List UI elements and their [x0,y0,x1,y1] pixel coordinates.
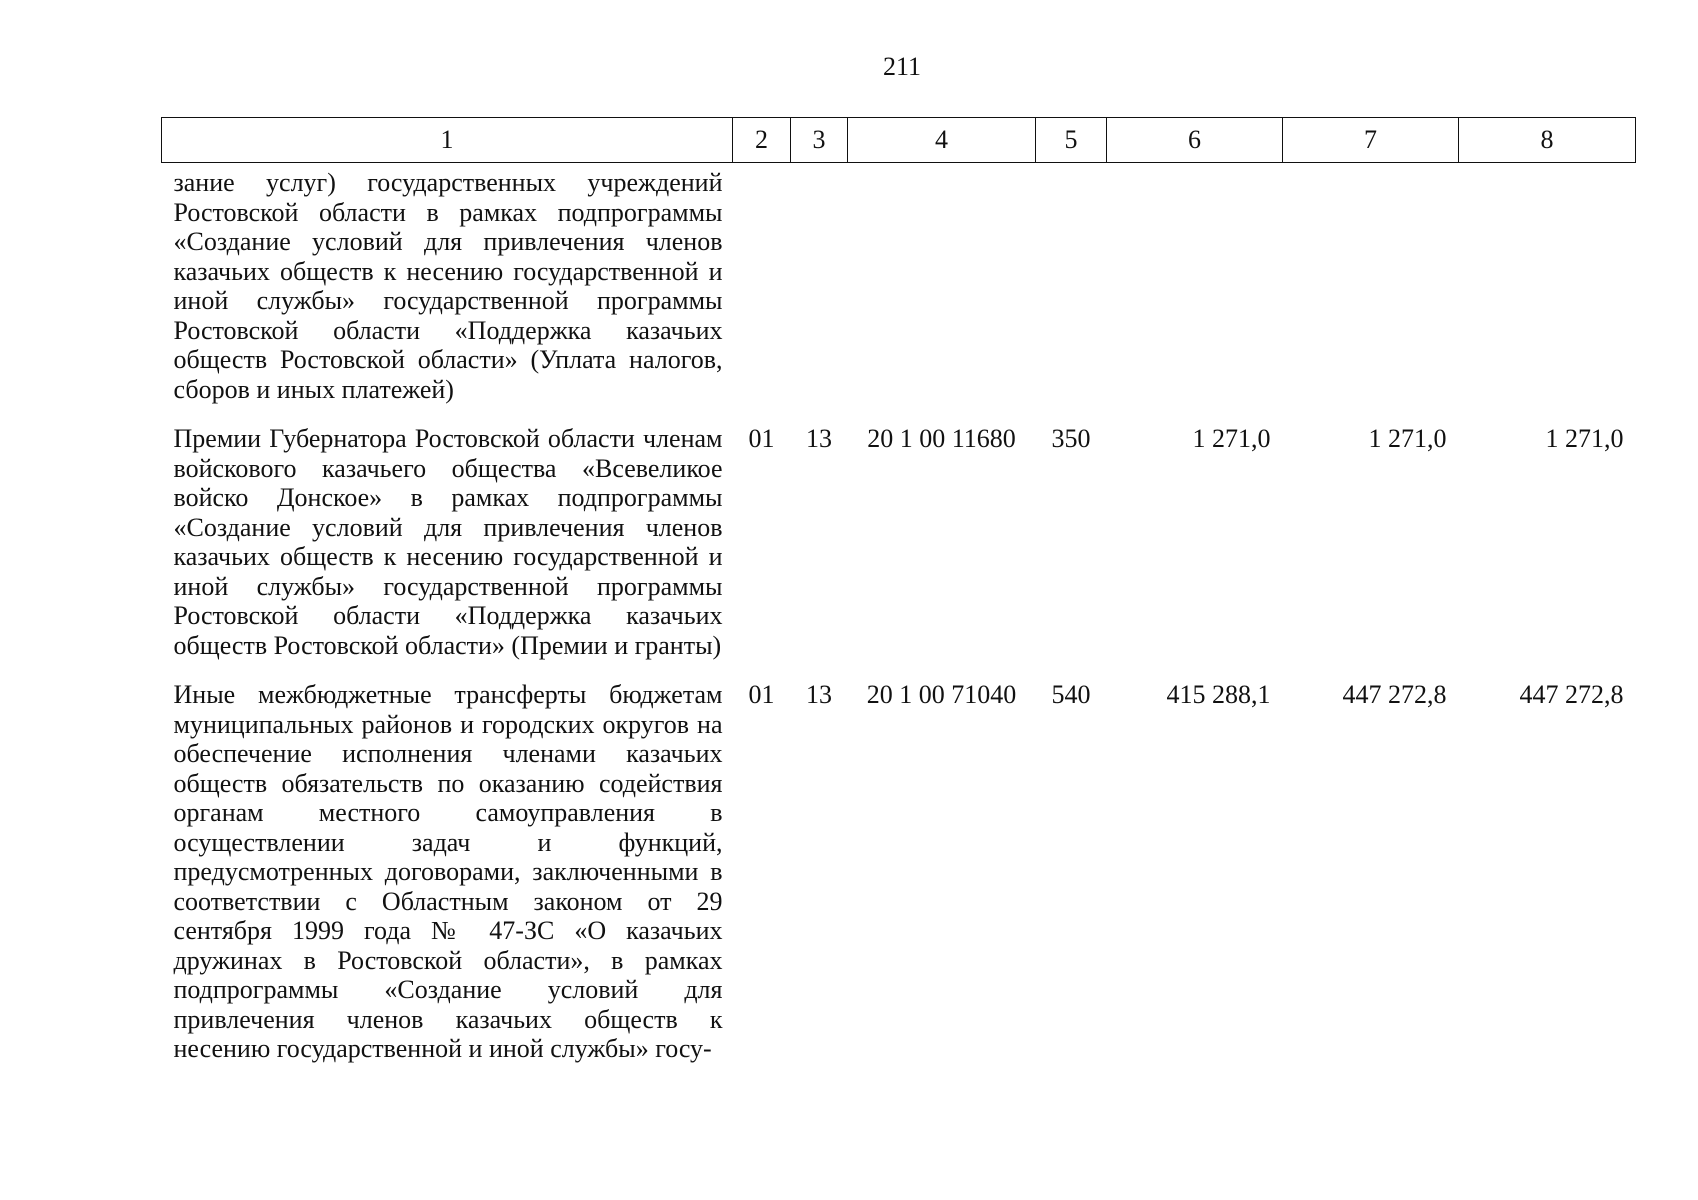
row-subsection-code: 13 [806,680,832,709]
page-number: 211 [882,52,922,81]
row-amount-col6: 415 288,1 [1166,680,1271,709]
table-row [162,163,1636,425]
column-header: 5 [1036,118,1107,163]
column-header: 3 [791,118,848,163]
row-description: зание услуг) государственных учреждений Ростовской области в рамках подпрограммы «Создание условий для привлечения членов казачьих обществ к несению государственной и иной службы» государственной программы Ростовской области «Поддержка казачьих обществ Ростовской области» (Уплата налогов, сборов и иных платежей) [173,168,723,404]
budget-table [161,117,1636,1084]
column-header: 4 [848,118,1036,163]
row-amount-col7: 447 272,8 [1342,680,1447,709]
column-header: 6 [1107,118,1283,163]
row-amount-col6 [1107,163,1283,425]
row-subsection-code [791,163,848,425]
table-header-row [162,118,1636,163]
row-amount-col8: 1 271,0 [1545,424,1624,453]
row-amount-col7: 1 271,0 [1368,424,1447,453]
table-row [162,680,1636,1084]
row-expense-type [1036,163,1107,425]
row-section-code [733,163,791,425]
row-target-article: 20 1 00 71040 [866,680,1017,709]
column-header: 2 [733,118,791,163]
column-header: 8 [1459,118,1636,163]
row-expense-type: 540 [1051,680,1091,709]
row-subsection-code: 13 [806,424,832,453]
row-target-article: 20 1 00 11680 [867,424,1016,453]
row-section-code: 01 [748,680,775,709]
row-amount-col8: 447 272,8 [1519,680,1624,709]
column-header: 1 [162,118,733,163]
row-amount-col7 [1283,163,1459,425]
row-section-code: 01 [748,424,775,453]
row-amount-col8 [1459,163,1636,425]
row-expense-type: 350 [1051,424,1091,453]
table-row [162,424,1636,680]
row-target-article [848,163,1036,425]
row-amount-col6: 1 271,0 [1192,424,1271,453]
row-description: Иные межбюджетные трансферты бюджетам муниципальных районов и городских округов на обеспечение исполнения членами казачьих обществ обязательств по оказанию содействия органам местного самоуправления в осуществлении задач и функций, предусмотренных договорами, заключенными в соответствии с Областным законом от 29 сентября 1999 года № 47-ЗС «О казачьих дружинах в Ростовской области», в рамках подпрограммы «Создание условий для привлечения членов казачьих обществ к несению государственной и иной службы» госу- [173,680,723,1063]
row-description: Премии Губернатора Ростовской области членам войскового казачьего общества «Всевеликое войско Донское» в рамках подпрограммы «Создание условий для привлечения членов казачьих обществ к несению государственной и иной службы» государственной программы Ростовской области «Поддержка казачьих обществ Ростовской области» (Премии и гранты) [173,424,723,660]
column-header: 7 [1283,118,1459,163]
